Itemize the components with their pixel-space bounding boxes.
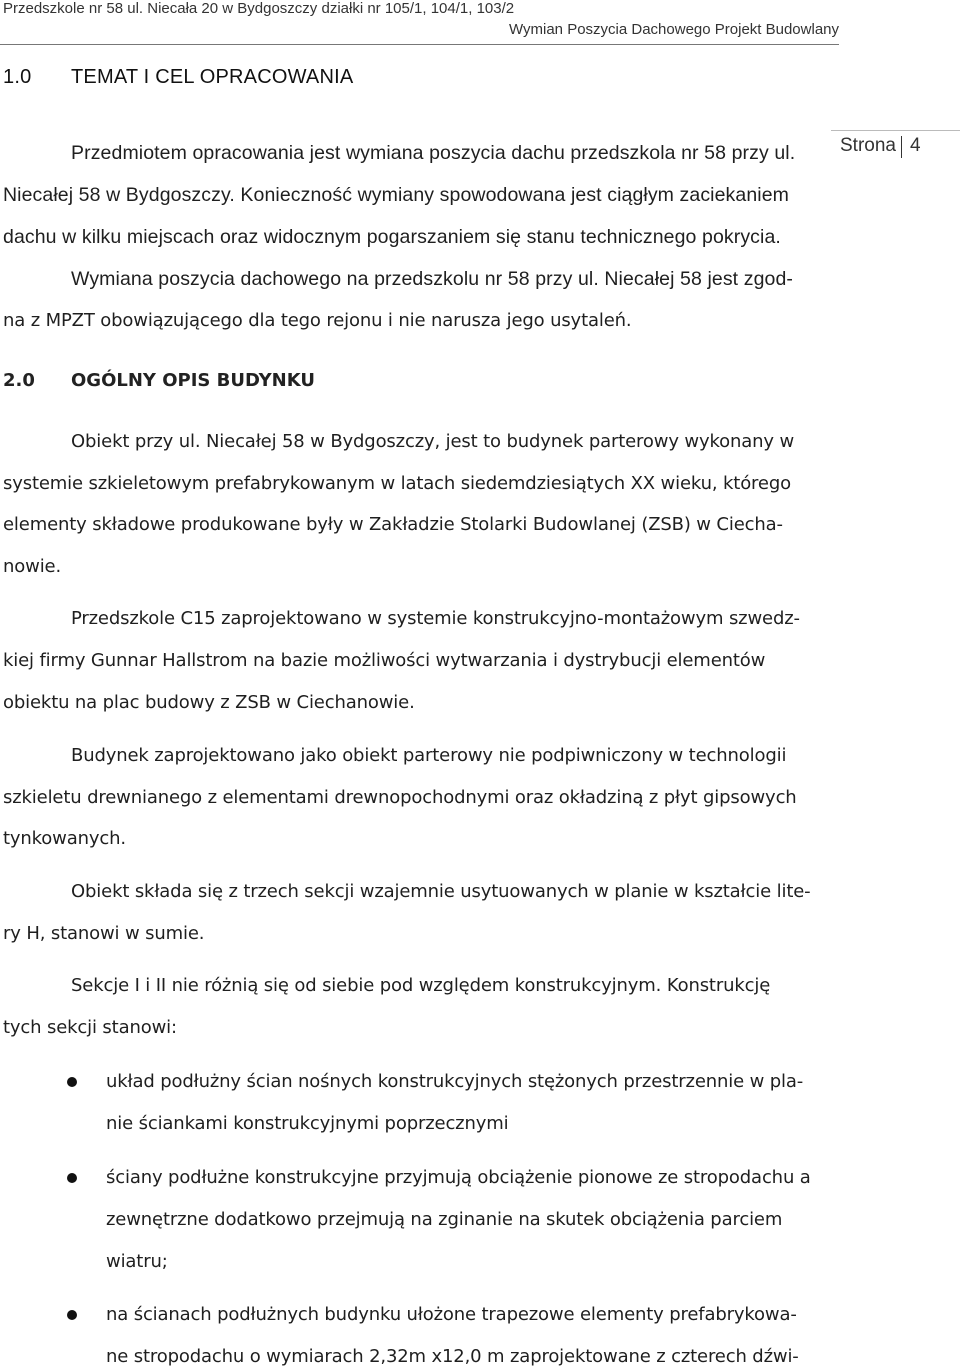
paragraph-line: nowie. <box>3 556 62 577</box>
list-item-line: układ podłużny ścian nośnych konstrukcyjnych stężonych przestrzennie w pla- <box>106 1071 804 1092</box>
paragraph-line: dachu w kilku miejscach oraz widocznym pogarszaniem się stanu technicznego pokrycia. <box>3 226 781 248</box>
header-divider <box>0 44 839 45</box>
paragraph-line: szkieletu drewnianego z elementami drewnopochodnymi oraz okładziną z płyt gipsowych <box>3 787 797 808</box>
running-header-left: Przedszkole nr 58 ul. Niecała 20 w Bydgoszczy działki nr 105/1, 104/1, 103/2 <box>3 0 515 17</box>
paragraph-line: elementy składowe produkowane były w Zakładzie Stolarki Budowlanej (ZSB) w Ciecha- <box>3 514 783 535</box>
paragraph-line: obiektu na plac budowy z ZSB w Ciechanowie. <box>3 692 415 713</box>
paragraph-line: Obiekt składa się z trzech sekcji wzajemnie usytuowanych w planie w kształcie lite- <box>71 881 811 902</box>
paragraph-line: Budynek zaprojektowano jako obiekt parterowy nie podpiwniczony w technologii <box>71 745 787 766</box>
paragraph-line: Niecałej 58 w Bydgoszczy. Konieczność wymiany spowodowana jest ciągłym zaciekaniem <box>3 184 790 206</box>
paragraph-line: Wymiana poszycia dachowego na przedszkolu nr 58 przy ul. Niecałej 58 jest zgod- <box>71 268 794 290</box>
list-item-line: ściany podłużne konstrukcyjne przyjmują obciążenie pionowe ze stropodachu a <box>106 1167 811 1188</box>
page-label: Strona <box>840 135 896 156</box>
paragraph-line: Przedmiotem opracowania jest wymiana poszycia dachu przedszkola nr 58 przy ul. <box>71 142 796 164</box>
section-2-title: OGÓLNY OPIS BUDYNKU <box>71 370 315 391</box>
section-1-title: TEMAT I CEL OPRACOWANIA <box>71 66 354 88</box>
paragraph-line: na z MPZT obowiązującego dla tego rejonu i nie narusza jego usytaleń. <box>3 310 632 331</box>
section-1-number: 1.0 <box>3 66 32 88</box>
paragraph-line: kiej firmy Gunnar Hallstrom na bazie możliwości wytwarzania i dystrybucji elementów <box>3 650 766 671</box>
paragraph-line: Przedszkole C15 zaprojektowano w systemie konstrukcyjno-montażowym szwedz- <box>71 608 800 629</box>
section-2-heading <box>3 370 315 391</box>
paragraph-line: Obiekt przy ul. Niecałej 58 w Bydgoszczy, jest to budynek parterowy wykonany w <box>71 431 795 452</box>
list-item-line: zewnętrzne dodatkowo przejmują na zginanie na skutek obciążenia parciem <box>106 1209 783 1230</box>
paragraph-line: systemie szkieletowym prefabrykowanym w latach siedemdziesiątych XX wieku, którego <box>3 473 791 494</box>
bullet-icon <box>67 1173 77 1183</box>
list-item-line: nie ściankami konstrukcyjnymi poprzecznymi <box>106 1113 509 1134</box>
page-number: 4 <box>910 135 921 156</box>
paragraph-line: tynkowanych. <box>3 828 126 849</box>
section-1-heading <box>3 66 353 89</box>
list-item-line: na ścianach podłużnych budynku ułożone trapezowe elementy prefabrykowa- <box>106 1304 797 1325</box>
paragraph-line: Sekcje I i II nie różnią się od siebie pod względem konstrukcyjnym. Konstrukcję <box>71 975 771 996</box>
section-2-number: 2.0 <box>3 370 35 391</box>
paragraph-line: ry H, stanowi w sumie. <box>3 923 205 944</box>
list-item-line: wiatru; <box>106 1251 168 1272</box>
list-item-line: ne stropodachu o wymiarach 2,32m x12,0 m zaprojektowane z czterech dźwi- <box>106 1346 799 1367</box>
bullet-icon <box>67 1310 77 1320</box>
bullet-icon <box>67 1077 77 1087</box>
running-header-right: Wymian Poszycia Dachowego Projekt Budowlany <box>508 21 839 38</box>
paragraph-line: tych sekcji stanowi: <box>3 1017 177 1038</box>
page-number-separator <box>901 136 902 158</box>
